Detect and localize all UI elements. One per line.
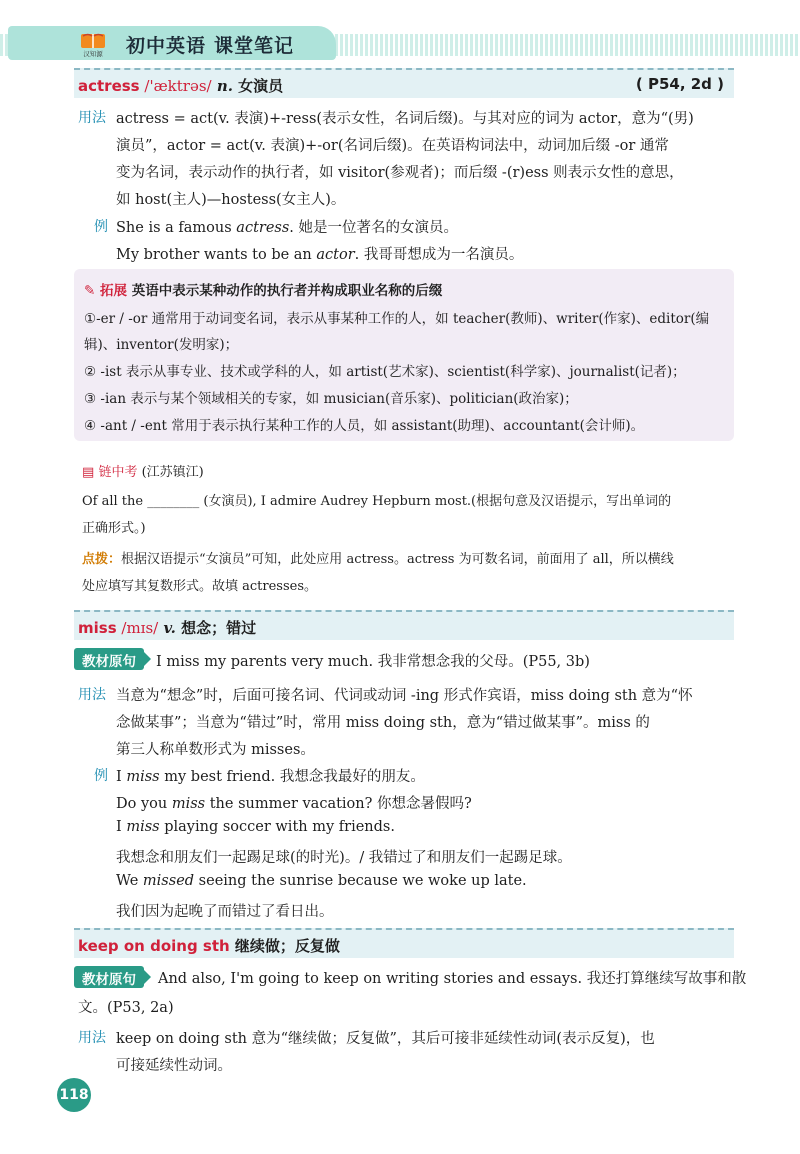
chinese-meaning: 继续做；反复做 — [229, 937, 340, 955]
expand-line: ③ -ian 表示与某个领域相关的专家，如 musician(音乐家)、politician(政治家)； — [84, 391, 578, 407]
headword: keep on doing sth — [78, 937, 230, 955]
exam-question-line2: 正确形式。) — [82, 521, 146, 536]
usage-line: keep on doing sth 意为“继续做；反复做”，其后可接非延续性动词(表示反复)，也 — [116, 1031, 655, 1047]
example-sentence: Do you miss the summer vacation? 你想念暑假吗? — [116, 796, 472, 812]
part-of-speech: v. — [158, 619, 176, 637]
expand-line: ①-er / -or 通常用于动词变名词，表示从事某种工作的人，如 teacher(教师)、writer(作家)、editor(编 — [84, 311, 710, 327]
chinese-meaning: 女演员 — [232, 77, 284, 95]
expand-line: ② -ist 表示从事专业、技术或学科的人，如 artist(艺术家)、scientist(科学家)、journalist(记者)； — [84, 364, 686, 380]
source-sentence: I miss my parents very much. 我非常想念我的父母。(P55, 3b) — [156, 654, 590, 670]
header-title — [126, 31, 294, 58]
book-title: 初中英语 — [126, 35, 207, 57]
exam-hint: 点拨：根据汉语提示“女演员”可知，此处应用 actress。actress 为可数名词，前面用了 all，所以横线 — [82, 552, 674, 567]
usage-label: 用法 — [78, 1030, 106, 1046]
chinese-meaning: 想念；错过 — [175, 619, 257, 637]
expand-title — [84, 279, 442, 299]
expand-heading: 英语中表示某种动作的执行者并构成职业名称的后缀 — [131, 283, 443, 299]
entry-keep-on-title — [74, 928, 734, 958]
entry-actress-title — [74, 68, 734, 98]
expand-box — [74, 269, 734, 441]
example-translation: 我们因为起晚了而错过了看日出。 — [116, 904, 334, 920]
hint-label: 点拨： — [82, 552, 122, 567]
page-header — [0, 26, 800, 62]
usage-line: actress = act(v. 表演)+-ress(表示女性，名词后缀)。与其对应的词为 actor，意为“(男) — [116, 111, 694, 127]
source-badge: 教材原句 — [74, 648, 144, 670]
headword: actress — [78, 77, 140, 95]
page-reference: ( P54, 2d ) — [635, 75, 724, 93]
part-of-speech: n. — [211, 77, 233, 95]
usage-line: 可接延续性动词。 — [116, 1058, 232, 1074]
example-label: 例 — [94, 768, 108, 784]
expand-line: 辑)、inventor(发明家)； — [84, 337, 239, 353]
expand-icon: ✎ — [84, 283, 96, 299]
answer-blank: ________ — [147, 494, 200, 509]
book-logo-icon — [78, 28, 108, 58]
source-badge: 教材原句 — [74, 966, 144, 988]
example-translation: 我想念和朋友们一起踢足球(的时光)。/ 我错过了和朋友们一起踢足球。 — [116, 850, 572, 866]
usage-line: 念做某事”；当意为“错过”时，常用 miss doing sth，意为“错过做某事”。miss 的 — [116, 715, 650, 731]
usage-label: 用法 — [78, 110, 106, 126]
logo-text: 汉知源 — [83, 50, 103, 58]
usage-line: 演员”，actor = act(v. 表演)+-or(名词后缀)。在英语构词法中，动词加后缀 -or 通常 — [116, 138, 669, 154]
example-sentence: I miss playing soccer with my friends. — [116, 819, 395, 835]
headword: miss — [78, 619, 117, 637]
exam-hint-line2: 处应填写其复数形式。故填 actresses。 — [82, 579, 318, 594]
pronunciation: /'æktrəs/ — [139, 77, 212, 95]
usage-line: 变为名词，表示动作的执行者，如 visitor(参观者)；而后缀 -(r)ess 则表示女性的意思， — [116, 165, 684, 181]
source-sentence: And also, I'm going to keep on writing stories and essays. 我还打算继续写故事和散 — [158, 971, 747, 987]
exam-question: Of all the ________ (女演员), I admire Audrey Hepburn most.(根据句意及汉语提示，写出单词的 — [82, 494, 672, 509]
example-sentence: We missed seeing the sunrise because we woke up late. — [116, 873, 527, 889]
usage-line: 第三人称单数形式为 misses。 — [116, 742, 315, 758]
entry-headword — [78, 75, 283, 96]
exam-label: 链中考 — [98, 465, 138, 480]
entry-miss-title — [74, 610, 734, 640]
exam-header — [82, 461, 204, 480]
page-number: 118 — [57, 1078, 91, 1112]
example-sentence: She is a famous actress. 她是一位著名的女演员。 — [116, 220, 459, 236]
example-sentence: I miss my best friend. 我想念我最好的朋友。 — [116, 769, 425, 785]
book-subtitle: 课堂笔记 — [214, 35, 295, 57]
entry-headword — [78, 617, 256, 638]
exam-icon: ▤ — [82, 465, 95, 480]
expand-label: 拓展 — [100, 283, 128, 299]
usage-label: 用法 — [78, 687, 106, 703]
example-sentence: My brother wants to be an actor. 我哥哥想成为一名演员。 — [116, 247, 524, 263]
usage-line: 当意为“想念”时，后面可接名词、代词或动词 -ing 形式作宾语，miss doing sth 意为“怀 — [116, 688, 693, 704]
exam-source: (江苏镇江) — [141, 465, 204, 480]
usage-line: 如 host(主人)—hostess(女主人)。 — [116, 192, 346, 208]
pronunciation: /mɪs/ — [116, 619, 159, 637]
entry-headword — [78, 935, 340, 956]
source-sentence-line2: 文。(P53, 2a) — [78, 1000, 174, 1016]
expand-line: ④ -ant / -ent 常用于表示执行某种工作的人员，如 assistant(助理)、accountant(会计师)。 — [84, 418, 645, 434]
example-label: 例 — [94, 219, 108, 235]
